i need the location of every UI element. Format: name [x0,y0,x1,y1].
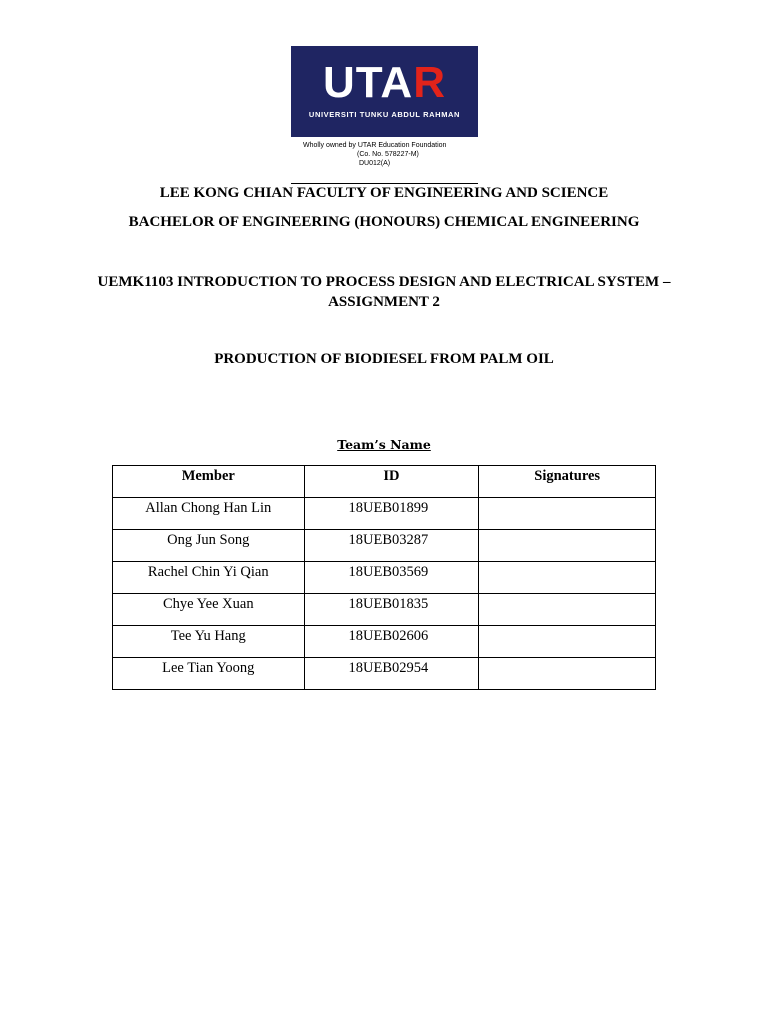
team-title: Team’s Name [337,437,431,452]
course-title-line1: UEMK1103 INTRODUCTION TO PROCESS DESIGN AND ELECTRICAL SYSTEM – [97,274,671,290]
table-row [113,626,656,658]
team-table [112,465,656,690]
column-header-signatures: Signatures [479,466,656,498]
programme-title: BACHELOR OF ENGINEERING (HONOURS) CHEMICAL ENGINEERING [128,214,640,230]
member-id: 18UEB01899 [304,498,479,530]
course-title-line2: ASSIGNMENT 2 [328,294,440,310]
logo-caption [291,141,478,168]
member-id: 18UEB02606 [304,626,479,658]
member-name: Lee Tian Yoong [113,658,305,690]
member-id: 18UEB03569 [304,562,479,594]
member-name: Ong Jun Song [113,530,305,562]
faculty-title: LEE KONG CHIAN FACULTY OF ENGINEERING AND SCIENCE [159,185,609,201]
logo-wordmark-accent: R [413,58,446,107]
member-id: 18UEB03287 [304,530,479,562]
logo-wordmark [291,59,478,107]
signature-cell [479,498,656,530]
logo-caption-line3: DU012(A) [359,160,391,167]
logo-caption-line1: Wholly owned by UTAR Education Foundation [303,142,447,149]
table-row [113,594,656,626]
university-logo [291,46,478,168]
member-name: Tee Yu Hang [113,626,305,658]
table-row [113,530,656,562]
column-header-id: ID [304,466,479,498]
logo-subtitle: UNIVERSITI TUNKU ABDUL RAHMAN [308,110,461,119]
table-row [113,562,656,594]
member-name: Rachel Chin Yi Qian [113,562,305,594]
member-name: Chye Yee Xuan [113,594,305,626]
table-row [113,658,656,690]
signature-cell [479,562,656,594]
signature-cell [479,594,656,626]
signature-cell [479,530,656,562]
logo-wordmark-text: UTA [323,58,414,107]
signature-cell [479,658,656,690]
signature-cell [479,626,656,658]
column-header-member: Member [113,466,305,498]
table-row [113,498,656,530]
member-id: 18UEB01835 [304,594,479,626]
logo-banner [291,46,478,137]
member-name: Allan Chong Han Lin [113,498,305,530]
project-title: PRODUCTION OF BIODIESEL FROM PALM OIL [214,351,554,367]
member-id: 18UEB02954 [304,658,479,690]
logo-caption-line2: (Co. No. 578227-M) [357,151,419,158]
table-header-row [113,466,656,498]
